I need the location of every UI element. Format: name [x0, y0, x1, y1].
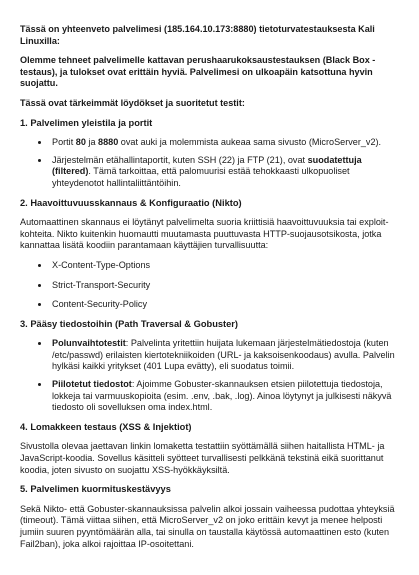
- list-item: • X-Content-Type-Options: [50, 260, 399, 272]
- list-item: • Polunvaihtotestit: Palvelinta yritettiin huijata lukemaan järjestelmätiedostoja (kuten /etc/passwd) erilaisten kiertotekniikoiden (URL- ja kaksoisenkoodaus) avulla. Palvelin hylkäsi kaikki yritykset (401 Lupa evätty), eli suodatus toimii.: [50, 338, 399, 373]
- section-4-paragraph: Sivustolla olevaa jaettavan linkin lomaketta testattiin syöttämällä siihen haitallista HTML- ja JavaScript-koodia. Sovellus käsitteli syötteet turvallisesti pelkkänä tekstinä eikä suorittanut koodia, joten sivusto on suojattu XSS-hyökkäyksiltä.: [20, 441, 385, 475]
- section-heading-2: 2. Haavoittuvuusskannaus & Konfiguraatio (Nikto): [20, 197, 242, 208]
- list-item: • Piilotetut tiedostot: Ajoimme Gobuster-skannauksen etsien piilotettuja tiedostoja, lokkeja tai varmuuskopioita (esim. .env, .bak, .log). Ainoa löytynyt ja julkisesti näkyvä tiedosto oli sovelluksen oma index.html.: [50, 379, 399, 414]
- section-2-paragraph: Automaattinen skannaus ei löytänyt palvelimelta suoria kriittisiä haavoittuvuuksia tai exploit-kohteita. Nikto kuitenkin huomautti muutamasta puuttuvasta HTTP-suojausotsikosta, jotka kannattaa lisätä koodiin parantamaan käyttäjien turvallisuutta:: [20, 217, 389, 251]
- section-heading-3: 3. Pääsy tiedostoihin (Path Traversal & Gobuster): [20, 318, 239, 329]
- list-item: • Content-Security-Policy: [50, 299, 399, 311]
- section-1-list: [20, 137, 399, 189]
- list-item: • Strict-Transport-Security: [50, 280, 399, 292]
- section-heading-1: 1. Palvelimen yleistila ja portit: [20, 117, 153, 128]
- findings-intro: Tässä ovat tärkeimmät löydökset ja suoritetut testit:: [20, 97, 245, 108]
- list-item: • Järjestelmän etähallintaportit, kuten SSH (22) ja FTP (21), ovat suodatettuja (filtered). Tämä tarkoittaa, että palomuurisi estää tehokkaasti ulkopuoliset yhteydenotot hallintaliittäntöihin.: [50, 155, 399, 190]
- list-item: • Portit 80 ja 8880 ovat auki ja molemmista aukeaa sama sivusto (MicroServer_v2).: [50, 137, 399, 149]
- summary-paragraph: Olemme tehneet palvelimelle kattavan perushaarukoksaustestauksen (Black Box -testaus), ja tulokset ovat erittäin hyviä. Palvelimesi on ulkoapäin katsottuna hyvin suojattu.: [20, 55, 376, 89]
- section-heading-4: 4. Lomakkeen testaus (XSS & Injektiot): [20, 421, 192, 432]
- section-3-list: [20, 338, 399, 414]
- section-5-paragraph: Sekä Nikto- että Gobuster-skannauksissa palvelin alkoi jossain vaiheessa pudottaa yhteyksiä (timeout). Tämä viittaa siihen, että MicroServer_v2 on joko erittäin kevyt ja menee helposti jumiin suuren pyyntömäärän alla, tai sinulla on taustalla käytössä automaattinen esto (kuten Fail2ban), joka alkoi rajoittaa IP-osoitettani.: [20, 503, 395, 549]
- header-list: [20, 260, 399, 311]
- intro-line: Tässä on yhteenveto palvelimesi (185.164.10.173:8880) tietoturvatestauksesta Kali Linuxilla:: [20, 24, 375, 46]
- section-heading-5: 5. Palvelimen kuormituskestävyys: [20, 484, 171, 495]
